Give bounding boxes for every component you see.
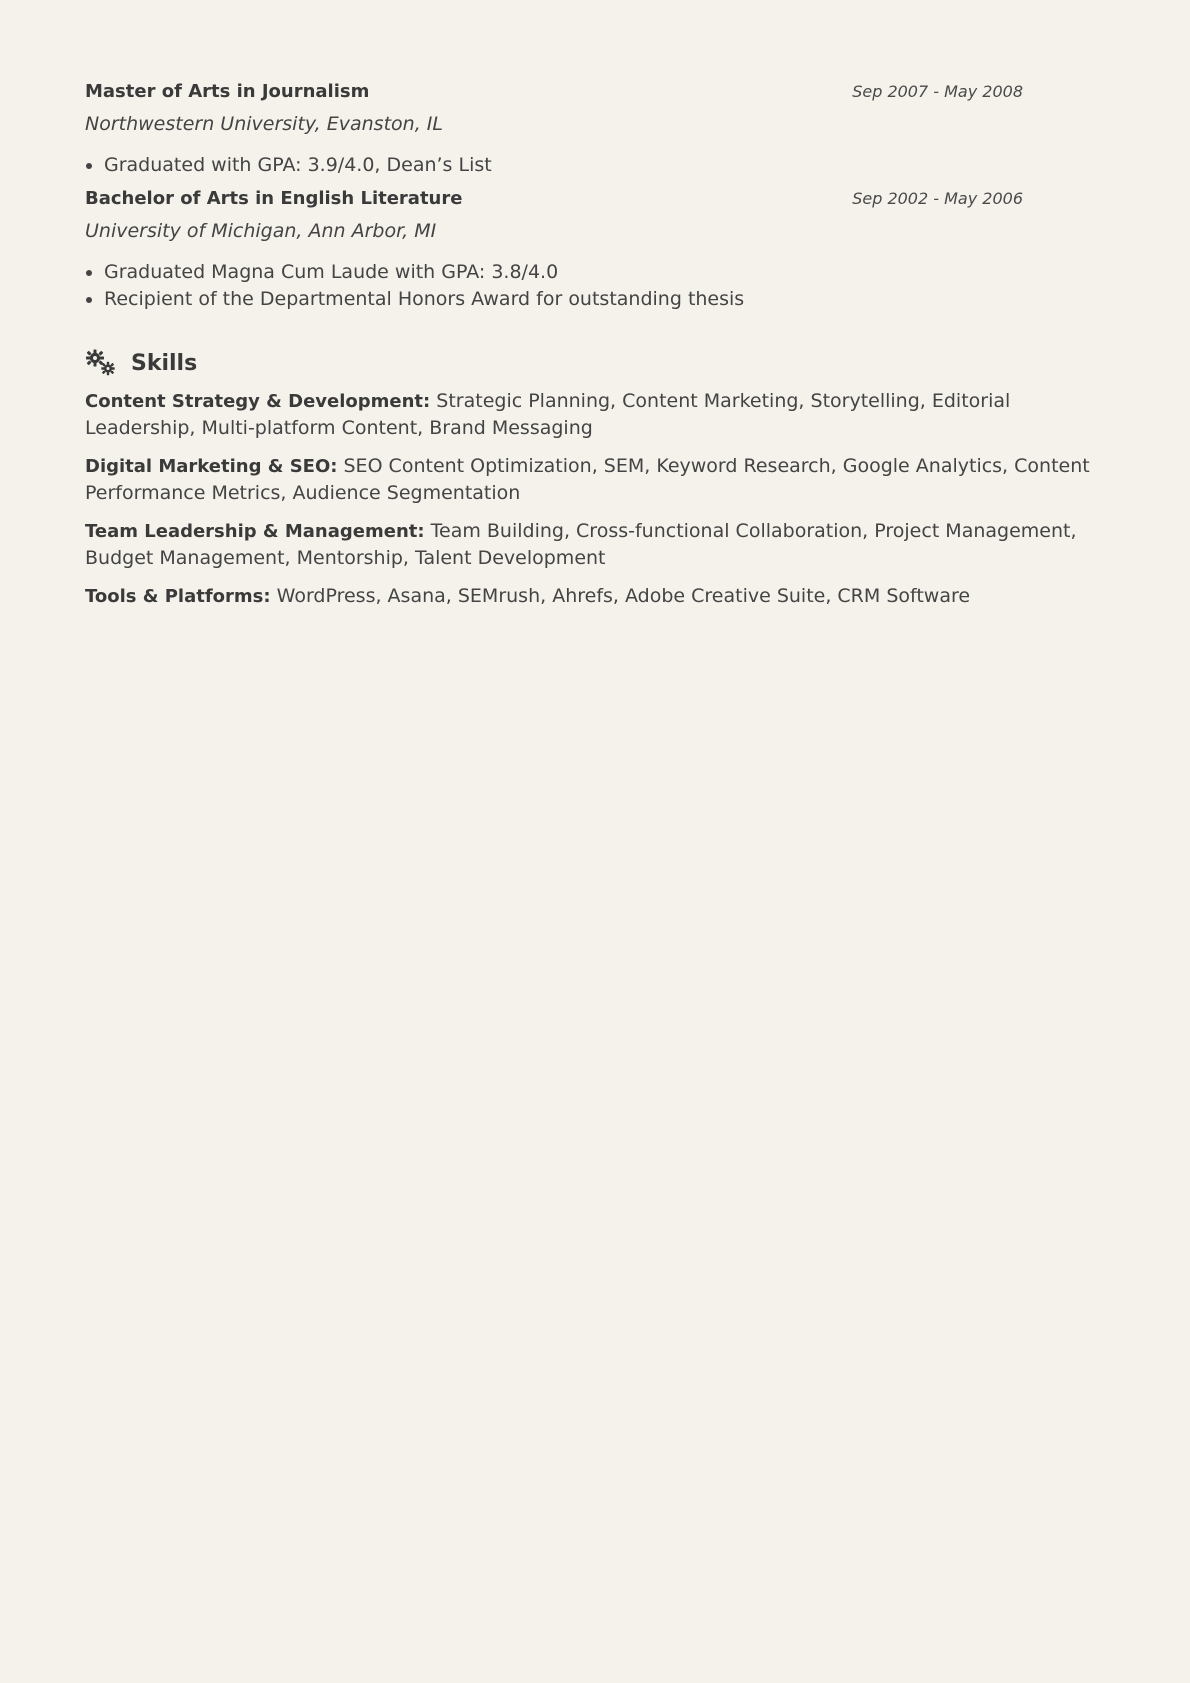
gears-icon [85, 349, 117, 377]
school-name: University of Michigan, Ann Arbor, MI [85, 220, 437, 242]
section-title: Skills [131, 350, 198, 376]
degree-title: Master of Arts in Journalism [85, 81, 370, 102]
education-entry-bachelors [85, 185, 1110, 313]
skill-category: Tools & Platforms: [85, 586, 271, 607]
school-name: Northwestern University, Evanston, IL [85, 113, 443, 135]
resume-page [85, 78, 1110, 610]
skill-line-team-leadership [85, 518, 1110, 572]
skill-category: Digital Marketing & SEO: [85, 456, 338, 477]
skill-line-content-strategy [85, 388, 1110, 442]
achievement-item: • Graduated Magna Cum Laude with GPA: 3.8/4.0 [104, 259, 1110, 286]
degree-title: Bachelor of Arts in English Literature [85, 188, 463, 209]
skills-header [85, 349, 1110, 377]
skill-line-tools-platforms [85, 583, 1110, 610]
skill-category: Content Strategy & Development: [85, 391, 431, 412]
skill-category: Team Leadership & Management: [85, 521, 425, 542]
skill-list: Team Building, Cross-functional Collaboration, Project Management, Budget Management, Mentorship, Talent Development [85, 520, 1077, 569]
date-range: Sep 2007 - May 2008 [852, 82, 1023, 101]
skill-list: SEO Content Optimization, SEM, Keyword Research, Google Analytics, Content Performance Metrics, Audience Segmentation [85, 455, 1090, 504]
education-entry-masters [85, 78, 1110, 179]
achievement-list [85, 259, 1110, 313]
education-entry-header [85, 185, 1023, 213]
achievement-list [85, 152, 1110, 179]
date-range: Sep 2002 - May 2006 [852, 189, 1023, 208]
education-entry-header [85, 78, 1023, 106]
skill-line-digital-marketing [85, 453, 1110, 507]
achievement-item: • Graduated with GPA: 3.9/4.0, Dean’s List [104, 152, 1110, 179]
skill-list: Strategic Planning, Content Marketing, Storytelling, Editorial Leadership, Multi-platform Content, Brand Messaging [85, 390, 1011, 439]
achievement-item: • Recipient of the Departmental Honors Award for outstanding thesis [104, 286, 1110, 313]
skills-section [85, 349, 1110, 610]
skill-list: WordPress, Asana, SEMrush, Ahrefs, Adobe Creative Suite, CRM Software [276, 585, 971, 607]
